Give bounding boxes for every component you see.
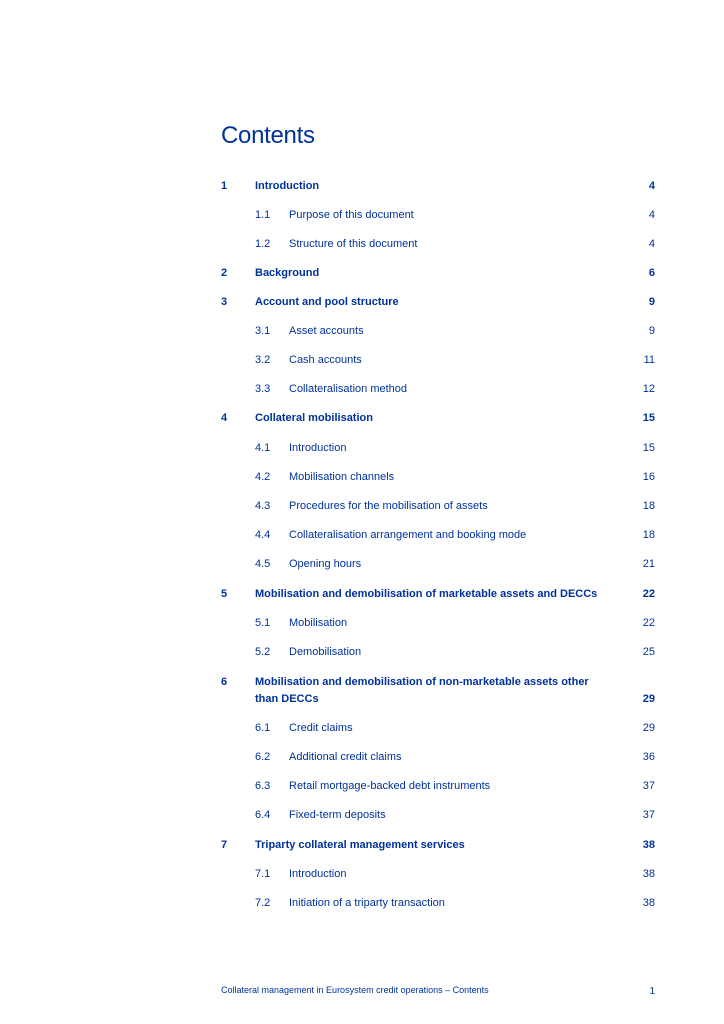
toc-number: 6.1 xyxy=(255,722,271,734)
toc-page: 22 xyxy=(642,588,655,600)
toc-label[interactable]: Demobilisation xyxy=(289,646,362,658)
toc-label[interactable]: Additional credit claims xyxy=(289,751,402,763)
toc-number: 7.2 xyxy=(255,897,271,909)
toc-page: 6 xyxy=(648,267,655,279)
toc-page: 12 xyxy=(642,383,655,395)
toc-number: 4.4 xyxy=(255,529,271,541)
toc-page: 36 xyxy=(642,751,655,763)
toc-label[interactable]: Retail mortgage-backed debt instruments xyxy=(289,780,491,792)
toc-number: 1.1 xyxy=(255,209,271,221)
toc-label[interactable]: Collateral mobilisation xyxy=(255,412,373,424)
toc-label[interactable]: Collateralisation arrangement and booking mode xyxy=(289,529,527,541)
toc-label[interactable]: Triparty collateral management services xyxy=(255,839,465,851)
toc-page: 18 xyxy=(642,529,655,541)
toc-label[interactable]: Opening hours xyxy=(289,558,362,570)
toc-page: 16 xyxy=(642,471,655,483)
toc-number: 3.2 xyxy=(255,354,271,366)
toc-page: 18 xyxy=(642,500,655,512)
toc-page: 4 xyxy=(648,180,655,192)
toc-number: 6.2 xyxy=(255,751,271,763)
toc-page: 15 xyxy=(642,412,655,424)
toc-page: 4 xyxy=(648,238,655,250)
toc-label[interactable]: Procedures for the mobilisation of assets xyxy=(289,500,488,512)
toc-number: 7.1 xyxy=(255,868,271,880)
toc-page: 15 xyxy=(642,442,655,454)
toc-number: 6.4 xyxy=(255,809,271,821)
toc-number: 5.1 xyxy=(255,617,271,629)
toc-label[interactable]: Mobilisation channels xyxy=(289,471,395,483)
toc-page: 9 xyxy=(648,296,655,308)
toc-label[interactable]: Mobilisation and demobilisation of marketable assets and DECCs xyxy=(255,588,598,600)
footer-page-number: 1 xyxy=(649,986,655,997)
toc-number: 5.2 xyxy=(255,646,271,658)
toc-page: 4 xyxy=(648,209,655,221)
toc-number: 2 xyxy=(221,267,228,279)
toc-label[interactable]: Introduction xyxy=(289,442,347,454)
footer-text: Collateral management in Eurosystem credit operations – Contents xyxy=(221,985,489,995)
toc-number: 3.3 xyxy=(255,383,271,395)
toc-label-line-1[interactable]: Mobilisation and demobilisation of non-marketable assets other xyxy=(255,676,589,688)
toc-page: 21 xyxy=(642,558,655,570)
toc-page: 11 xyxy=(643,354,655,366)
toc-page: 29 xyxy=(642,722,655,734)
toc-number: 4.3 xyxy=(255,500,271,512)
toc-page: 29 xyxy=(642,693,655,705)
toc-number: 4 xyxy=(221,412,228,424)
page-footer xyxy=(221,985,655,995)
page-title: Contents xyxy=(221,122,315,149)
toc-label[interactable]: Introduction xyxy=(255,180,320,192)
toc-page: 37 xyxy=(642,809,655,821)
toc-number: 6 xyxy=(221,676,228,688)
toc-page: 9 xyxy=(648,325,655,337)
toc-number: 4.1 xyxy=(255,442,271,454)
toc-label-line-2[interactable]: than DECCs xyxy=(255,693,319,705)
toc-label[interactable]: Asset accounts xyxy=(289,325,364,337)
toc-number: 1.2 xyxy=(255,238,271,250)
toc-label[interactable]: Purpose of this document xyxy=(289,209,414,221)
toc-number: 3 xyxy=(221,296,228,308)
toc-label[interactable]: Mobilisation xyxy=(289,617,348,629)
toc-label[interactable]: Initiation of a triparty transaction xyxy=(289,897,445,909)
toc-page: 25 xyxy=(642,646,655,658)
toc-number: 1 xyxy=(221,180,228,192)
toc-number: 6.3 xyxy=(255,780,271,792)
toc-label[interactable]: Structure of this document xyxy=(289,238,418,250)
toc-number: 7 xyxy=(221,839,228,851)
toc-page: 38 xyxy=(642,839,655,851)
toc-label[interactable]: Cash accounts xyxy=(289,354,362,366)
toc-page: 22 xyxy=(642,617,655,629)
toc-page: 38 xyxy=(642,897,655,909)
toc-label[interactable]: Collateralisation method xyxy=(289,383,408,395)
toc-number: 5 xyxy=(221,588,228,600)
toc-label[interactable]: Credit claims xyxy=(289,722,353,734)
toc-label[interactable]: Background xyxy=(255,267,320,279)
toc-number: 4.5 xyxy=(255,558,271,570)
toc-number: 4.2 xyxy=(255,471,271,483)
toc-label[interactable]: Account and pool structure xyxy=(255,296,399,308)
toc-label[interactable]: Fixed-term deposits xyxy=(289,809,386,821)
toc-page: 37 xyxy=(642,780,655,792)
toc-page: 38 xyxy=(642,868,655,880)
toc-number: 3.1 xyxy=(255,325,271,337)
toc-label[interactable]: Introduction xyxy=(289,868,347,880)
